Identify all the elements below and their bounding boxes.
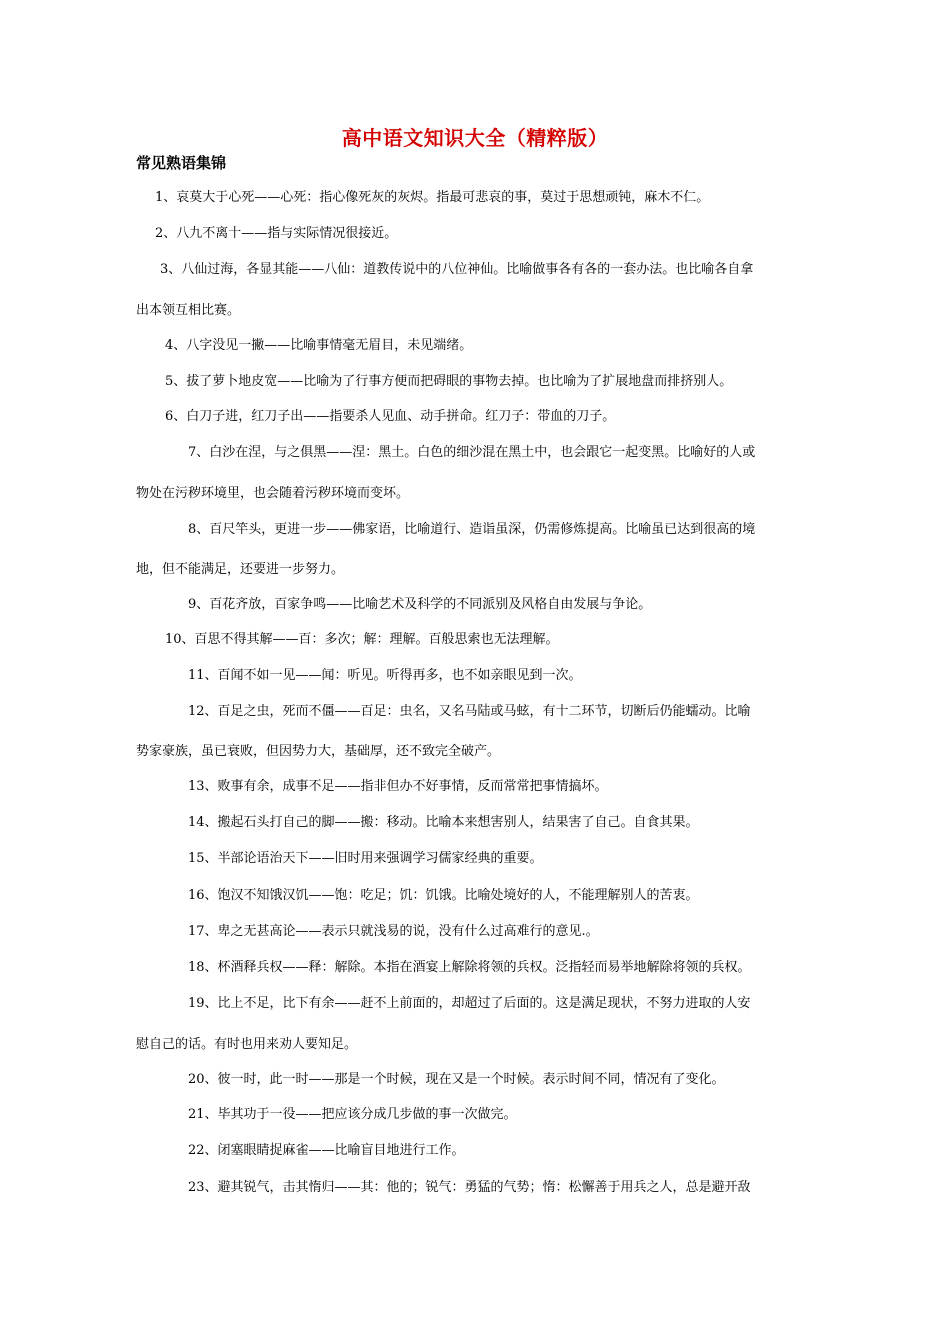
text-line: 4、八字没见一撇——比喻事情毫无眉目，未见端绪。	[165, 338, 473, 353]
text-line: 23、避其锐气，击其惰归——其：他的；锐气：勇猛的气势；惰：松懈善于用兵之人，总是避开敌	[188, 1180, 751, 1195]
text-line: 3、八仙过海，各显其能——八仙：道教传说中的八位神仙。比喻做事各有各的一套办法。也比喻各自拿	[160, 262, 754, 277]
text-line: 地，但不能满足，还要进一步努力。	[136, 562, 345, 577]
text-line: 物处在污秽环境里，也会随着污秽环境而变坏。	[136, 486, 410, 501]
text-line: 14、搬起石头打自己的脚——搬：移动。比喻本来想害别人，结果害了自己。自食其果。	[188, 815, 699, 830]
text-line: 12、百足之虫，死而不僵——百足：虫名，又名马陆或马蚿，有十二环节，切断后仍能蠕动。比喻	[188, 704, 751, 719]
text-line: 18、杯酒释兵权——释：解除。本指在酒宴上解除将领的兵权。泛指轻而易举地解除将领的兵权。	[188, 960, 751, 975]
text-line: 1、哀莫大于心死——心死：指心像死灰的灰烬。指最可悲哀的事，莫过于思想顽钝，麻木不仁。	[155, 190, 710, 205]
text-line: 慰自己的话。有时也用来劝人要知足。	[136, 1037, 358, 1052]
text-line: 20、彼一时，此一时——那是一个时候，现在又是一个时候。表示时间不同，情况有了变化。	[188, 1072, 725, 1087]
text-line: 2、八九不离十——指与实际情况很接近。	[155, 226, 398, 241]
text-line: 10、百思不得其解——百：多次；解：理解。百般思索也无法理解。	[165, 632, 559, 647]
text-line: 13、败事有余，成事不足——指非但办不好事情，反而常常把事情搞坏。	[188, 779, 608, 794]
text-line: 11、百闻不如一见——闻：听见。听得再多，也不如亲眼见到一次。	[188, 668, 582, 683]
text-line: 6、白刀子进，红刀子出——指要杀人见血、动手拼命。红刀子：带血的刀子。	[165, 409, 616, 424]
text-line: 出本领互相比赛。	[136, 303, 241, 318]
text-line: 21、毕其功于一役——把应该分成几步做的事一次做完。	[188, 1107, 517, 1122]
text-line: 7、白沙在涅，与之俱黑——涅：黑土。白色的细沙混在黑土中，也会跟它一起变黑。比喻好的人或	[188, 445, 756, 460]
text-line: 16、饱汉不知饿汉饥——饱：吃足；饥：饥饿。比喻处境好的人，不能理解别人的苦衷。	[188, 888, 699, 903]
text-line: 19、比上不足，比下有余——赶不上前面的，却超过了后面的。这是满足现状，不努力进取的人安	[188, 996, 751, 1011]
text-line: 9、百花齐放，百家争鸣——比喻艺术及科学的不同派别及风格自由发展与争论。	[188, 597, 652, 612]
text-line: 8、百尺竿头，更进一步——佛家语，比喻道行、造诣虽深，仍需修炼提高。比喻虽已达到很高的境	[188, 522, 756, 537]
text-line: 势家豪族，虽已衰败，但因势力大，基础厚，还不致完全破产。	[136, 744, 501, 759]
text-line: 22、闭塞眼睛捉麻雀——比喻盲目地进行工作。	[188, 1143, 465, 1158]
document-title: 高中语文知识大全（精粹版）	[341, 126, 609, 150]
text-line: 15、半部论语治天下——旧时用来强调学习儒家经典的重要。	[188, 851, 543, 866]
text-line: 5、拔了萝卜地皮宽——比喻为了行事方便而把碍眼的事物去掉。也比喻为了扩展地盘而排挤别人。	[165, 374, 733, 389]
section-heading: 常见熟语集锦	[136, 154, 227, 172]
text-line: 17、卑之无甚高论——表示只就浅易的说，没有什么过高难行的意见.。	[188, 924, 599, 939]
